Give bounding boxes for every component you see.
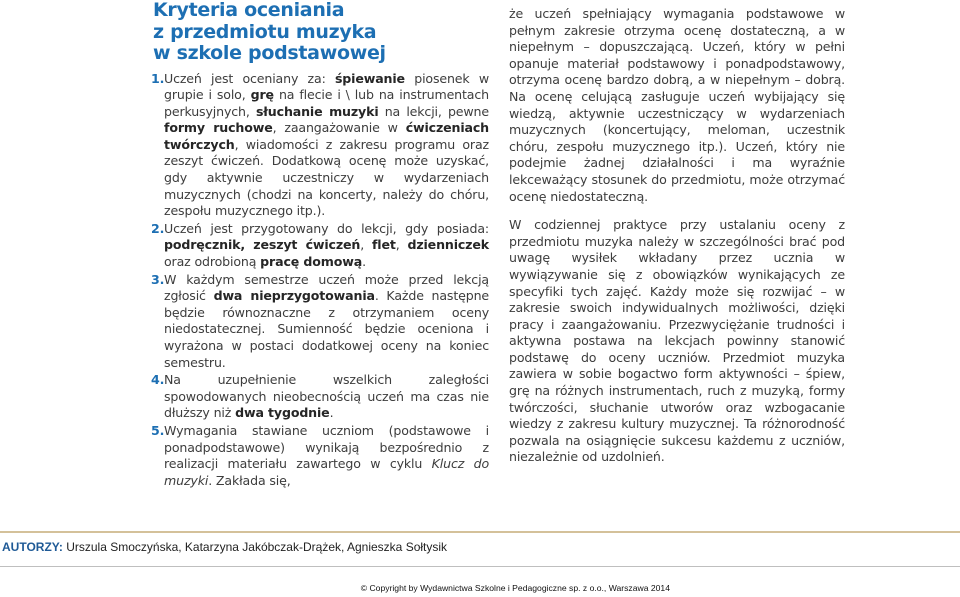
criteria-text-bold: śpiewanie [334,70,405,86]
criteria-text: na flecie i \ lub na instrumentach perkusyjnych, [164,87,489,119]
criteria-text-bold: dzienniczek [407,237,489,253]
authors-names: Urszula Smoczyńska, Katarzyna Jakóbczak-Drążek, Agnieszka Sołtysik [62,540,448,554]
criteria-text-bold: formy ruchowe [164,120,273,136]
criteria-item [151,272,489,372]
criteria-text: Uczeń jest oceniany za: [164,70,335,86]
criteria-text-bold: słuchanie muzyki [255,103,379,119]
criteria-item [151,221,489,271]
criteria-text: na lekcji, pewne [378,103,489,119]
title-line: Kryteria oceniania [153,0,345,21]
criteria-list [151,71,489,490]
criteria-text: oraz odrobioną [164,254,261,270]
document-scan [145,0,850,488]
criteria-text-bold: flet [371,237,396,253]
criteria-item [151,372,489,422]
criteria-text: . Zakłada się, [208,472,291,488]
document-title [153,0,489,65]
criteria-text: , [395,237,408,253]
criteria-text-bold: pracę domową [260,254,363,270]
criteria-item [151,71,489,220]
footer-rule-top [0,531,960,533]
criteria-text: , wiadomości z zakresu programu oraz zeszyt ćwiczeń. Dodatkową ocenę może uzyskać, gdy aktywnie uczestniczy w wydarzeniach muzycznych (chodzi na koncerty, należy do chóru, zespołu muzycznego itp.). [164,136,489,219]
criteria-text: W każdym semestrze uczeń może przed lekcją zgłosić [164,271,489,304]
left-column [151,0,489,490]
authors-line [2,540,447,554]
paragraph-practice: W codziennej praktyce przy ustalaniu oceny z przedmiotu muzyka należy w szczególności brać pod uwagę wysiłek wkładany przez ucznia w wywiązywanie się z obowiązków wynikających ze specyfiki tych zajęć. Każdy może się rozwijać – w zakresie swoich indywidualnych możliwości, dzięki pracy i zaangażowaniu. Przezwyciężanie trudności i aktywna postawa na lekcjach powinny stanowić podstawę do oceny uczniów. Przedmiot muzyka zawiera w sobie bogactwo form aktywności – śpiew, grę na różnych instrumentach, ruch z muzyką, formy twórczości, słuchanie utworów oraz wzbogacanie wiedzy z zakresu kultury muzycznej. Ta różnorodność pozwala na osiągnięcie sukcesu każdemu z uczniów, niezależnie od uzdolnień. [509,217,845,465]
criteria-text-bold: grę [250,87,274,103]
criteria-number: 1. [151,70,165,86]
paragraph-grades: że uczeń spełniający wymagania podstawowe w pełnym zakresie otrzyma ocenę dostateczną, a w niepełnym – dopuszczającą. Uczeń, który w pełni opanuje materiał podstawowy i ponadpodstawowy, otrzyma ocenę bardzo dobrą, a w niepełnym – dobrą. Na ocenę celującą zasługuje uczeń wybijający się wiedzą, aktywnie uczestniczący w wydarzeniach muzycznych (koncertujący, meloman, uczestnik chóru, zespołu muzycznego itp.). Uczeń, który nie podejmie żadnej działalności i ma wyraźnie lekceważący stosunek do przedmiotu, może otrzymać ocenę niedostateczną. [509,6,845,204]
criteria-number: 4. [151,372,165,388]
criteria-text: Uczeń jest przygotowany do lekcji, gdy posiada: [164,220,489,236]
criteria-text: , zaangażowanie w [272,120,406,136]
criteria-number: 2. [151,220,165,236]
criteria-text-bold: ćwiczeniach twórczych [164,120,490,152]
criteria-text-bold: dwa nieprzygotowania [213,288,375,304]
title-line: z przedmiotu muzyka [153,20,377,43]
footer-rule-bottom [0,566,960,567]
criteria-text: . Każde następne będzie równoznaczne z otrzymaniem oceny niedostatecznej. Sumienność będzie oceniona i wyrażona w postaci dodatkowej oceny na koniec semestru. [164,288,490,370]
criteria-text: Na uzupełnienie wszelkich zaległości spowodowanych nieobecnością uczeń ma czas nie dłuższy niż [164,372,489,421]
criteria-text: , [360,237,372,253]
criteria-number: 5. [151,422,165,438]
criteria-text: piosenek w grupie i solo, [164,70,489,103]
authors-label: AUTORZY: [2,540,63,554]
criteria-text-italic: Klucz do muzyki [164,456,490,488]
criteria-text: . [362,254,366,270]
criteria-text: . [329,405,334,421]
criteria-item [151,423,489,489]
criteria-text-bold: dwa tygodnie [235,405,330,421]
criteria-text-bold: podręcznik, zeszyt ćwiczeń [164,237,361,253]
title-line: w szkole podstawowej [153,42,386,64]
criteria-number: 3. [151,271,165,287]
criteria-text: Wymagania stawiane uczniom (podstawowe i ponadpodstawowe) wynikają bezpośrednio z realizacji materiału zawartego w cyklu [164,422,489,472]
right-column [509,6,845,466]
copyright-notice: © Copyright by Wydawnictwa Szkolne i Pedagogiczne sp. z o.o., Warszawa 2014 [360,583,670,593]
